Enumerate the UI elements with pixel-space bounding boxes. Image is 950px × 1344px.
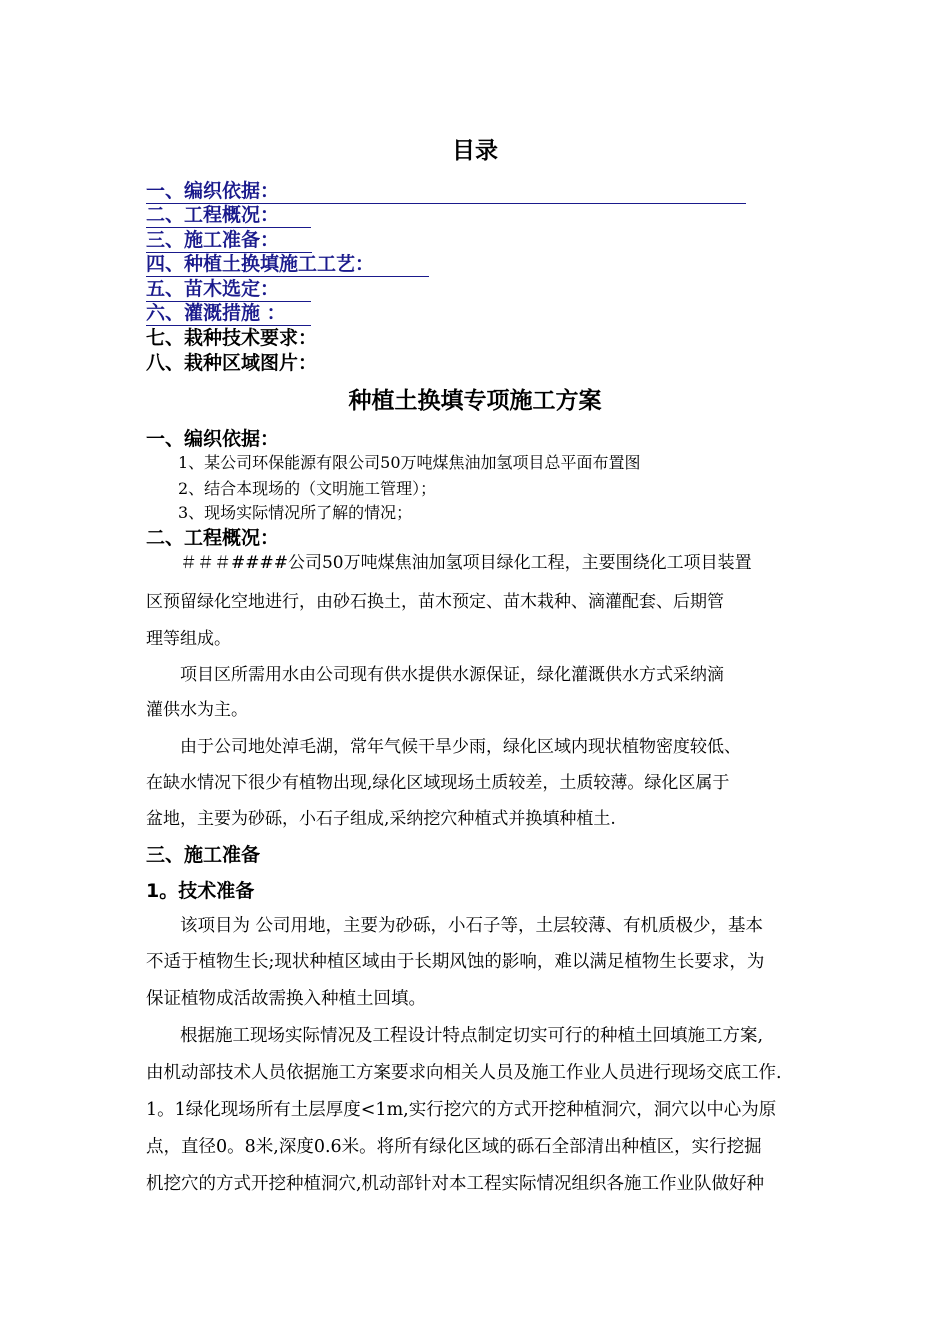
paragraph-line: 灌供水为主。: [146, 700, 248, 720]
paragraph-line: 机挖穴的方式开挖种植洞穴,机动部针对本工程实际情况组织各施工作业队做好种: [146, 1174, 765, 1194]
toc-title: 目录: [452, 138, 498, 164]
paragraph-line: 理等组成。: [146, 629, 231, 649]
paragraph-line: 区预留绿化空地进行，由砂石换土，苗木预定、苗木栽种、滴灌配套、后期管: [146, 592, 724, 612]
section-1-heading: 一、编织依据：: [146, 428, 280, 450]
paragraph-line: 点，直径0。8米,深度0.6米。将所有绿化区域的砾石全部清出种植区，实行挖掘: [146, 1137, 762, 1157]
paragraph-line: 在缺水情况下很少有植物出现,绿化区域现场土质较差，土质较薄。绿化区属于: [146, 773, 730, 793]
paragraph-line: 根据施工现场实际情况及工程设计特点制定切实可行的种植土回填施工方案,: [180, 1026, 764, 1046]
section-1-item: 3、现场实际情况所了解的情况；: [178, 503, 413, 522]
paragraph-line: 盆地，主要为砂砾，小石子组成,采纳挖穴种植式并换填种植土.: [146, 809, 616, 829]
toc-item-7: 七、栽种技术要求：: [146, 327, 318, 349]
paragraph-line: 由机动部技术人员依据施工方案要求向相关人员及施工作业人员进行现场交底工作.: [146, 1063, 782, 1083]
toc-link-4[interactable]: 四、种植土换填施工工艺：: [146, 249, 429, 277]
section-1-item: 2、结合本现场的（文明施工管理）；: [178, 479, 437, 498]
paragraph-line: 不适于植物生长;现状种植区域由于长期风蚀的影响，难以满足植物生长要求，为: [146, 952, 765, 972]
section-2-heading: 二、工程概况：: [146, 527, 280, 549]
section-3-subheading: 1。技术准备: [146, 880, 255, 902]
paragraph-line: 该项目为 公司用地，主要为砂砾，小石子等，土层较薄、有机质极少，基本: [180, 916, 764, 936]
document-title: 种植土换填专项施工方案: [348, 388, 602, 414]
section-1-item: 1、某公司环保能源有限公司50万吨煤焦油加氢项目总平面布置图: [178, 453, 641, 472]
paragraph-line: 1。1绿化现场所有土层厚度<1m,实行挖穴的方式开挖种植洞穴，洞穴以中心为原: [146, 1100, 777, 1120]
toc-link-5[interactable]: 五、苗木选定：: [146, 274, 311, 302]
paragraph-line: ＃＃＃####公司50万吨煤焦油加氢项目绿化工程，主要围绕化工项目装置: [180, 553, 752, 573]
toc-link-6[interactable]: 六、灌溉措施 ：: [146, 298, 311, 326]
toc-link-2[interactable]: 二、工程概况：: [146, 200, 311, 228]
toc-link-1[interactable]: 一、编织依据：: [146, 176, 746, 204]
paragraph-line: 由于公司地处淖毛湖，常年气候干旱少雨，绿化区域内现状植物密度较低、: [180, 737, 741, 757]
toc-link-3[interactable]: 三、施工准备：: [146, 225, 312, 253]
section-3-heading: 三、施工准备: [146, 844, 261, 866]
paragraph-line: 项目区所需用水由公司现有供水提供水源保证，绿化灌溉供水方式采纳滴: [180, 665, 724, 685]
paragraph-line: 保证植物成活故需换入种植土回填。: [146, 989, 426, 1009]
toc-item-8: 八、栽种区域图片：: [146, 352, 318, 374]
